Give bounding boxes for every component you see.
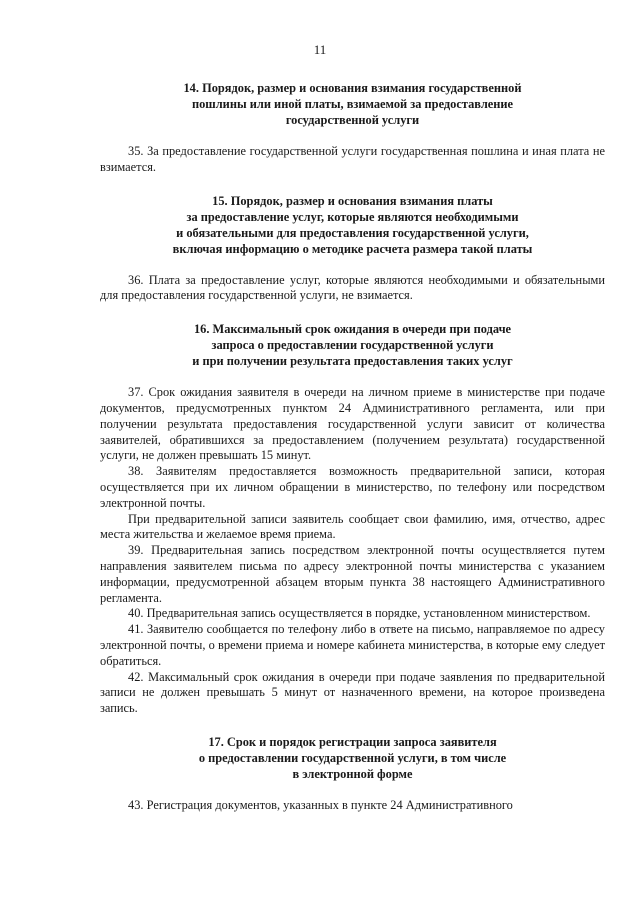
paragraph-42: 42. Максимальный срок ожидания в очереди при подаче заявления по предварительной записи не должен превышать 5 минут от назначенного времени, на которое произведена запись. [100, 669, 605, 716]
paragraph-43: 43. Регистрация документов, указанных в пункте 24 Административного [128, 797, 513, 812]
paragraph-37: 37. Срок ожидания заявителя в очереди на личном приеме в министерстве при подаче документов, предусмотренных пунктом 24 Административного регламента, или при получении результата предоставления государственной услуги зависит от количества заявителей, обратившихся за предоставлением (получением результата) государственной услуги, не должен превышать 15 минут. [100, 385, 605, 463]
section-14-heading [100, 80, 605, 128]
heading-line: включая информацию о методике расчета размера такой платы [172, 241, 533, 256]
page-number: 11 [313, 42, 327, 57]
paragraph-39: 39. Предварительная запись посредством электронной почты осуществляется путем направления заявителем письма по адресу электронной почты министерства с указанием информации, предусмотренной абзацем вторым пункта 38 настоящего Административного регламента. [100, 543, 605, 605]
paragraph-41: 41. Заявителю сообщается по телефону либо в ответе на письмо, направляемое по адресу электронной почты, о времени приема и номере кабинета министерства, в которые ему следует обратиться. [100, 622, 605, 668]
heading-line: государственной услуги [285, 113, 420, 127]
section-15-heading [100, 193, 605, 257]
heading-line: пошлины или иной платы, взимаемой за предоставление [191, 97, 514, 111]
paragraph-38-continued: При предварительной записи заявитель сообщает свои фамилию, имя, отчество, адрес места жительства и желаемое время приема. [100, 511, 605, 542]
heading-line: 17. Срок и порядок регистрации запроса заявителя [208, 734, 497, 749]
heading-line: 14. Порядок, размер и основания взимания государственной [183, 81, 522, 95]
document-body [100, 80, 605, 814]
heading-line: и при получении результата предоставления таких услуг [192, 354, 513, 369]
paragraph-35: 35. За предоставление государственной услуги государственная пошлина и иная плата не взимается. [100, 144, 605, 174]
heading-line: и обязательными для предоставления государственной услуги, [176, 225, 529, 240]
heading-line: 15. Порядок, размер и основания взимания платы [212, 193, 493, 208]
paragraph-38: 38. Заявителям предоставляется возможность предварительной записи, которая осуществляется при их личном обращении в министерство, по телефону или посредством электронной почты. [100, 464, 605, 510]
paragraph-36: 36. Плата за предоставление услуг, которые являются необходимыми и обязательными для предоставления государственной услуги, не взимается. [100, 272, 605, 303]
heading-line: запроса о предоставлении государственной услуги [211, 338, 494, 353]
heading-line: в электронной форме [292, 766, 413, 781]
section-17-heading [100, 734, 605, 782]
heading-line: за предоставление услуг, которые являются необходимыми [186, 209, 519, 224]
section-16-heading [100, 321, 605, 369]
paragraph-40: 40. Предварительная запись осуществляется в порядке, установленном министерством. [128, 606, 591, 621]
heading-line: 16. Максимальный срок ожидания в очереди при подаче [193, 322, 512, 337]
heading-line: о предоставлении государственной услуги, в том числе [198, 750, 507, 765]
